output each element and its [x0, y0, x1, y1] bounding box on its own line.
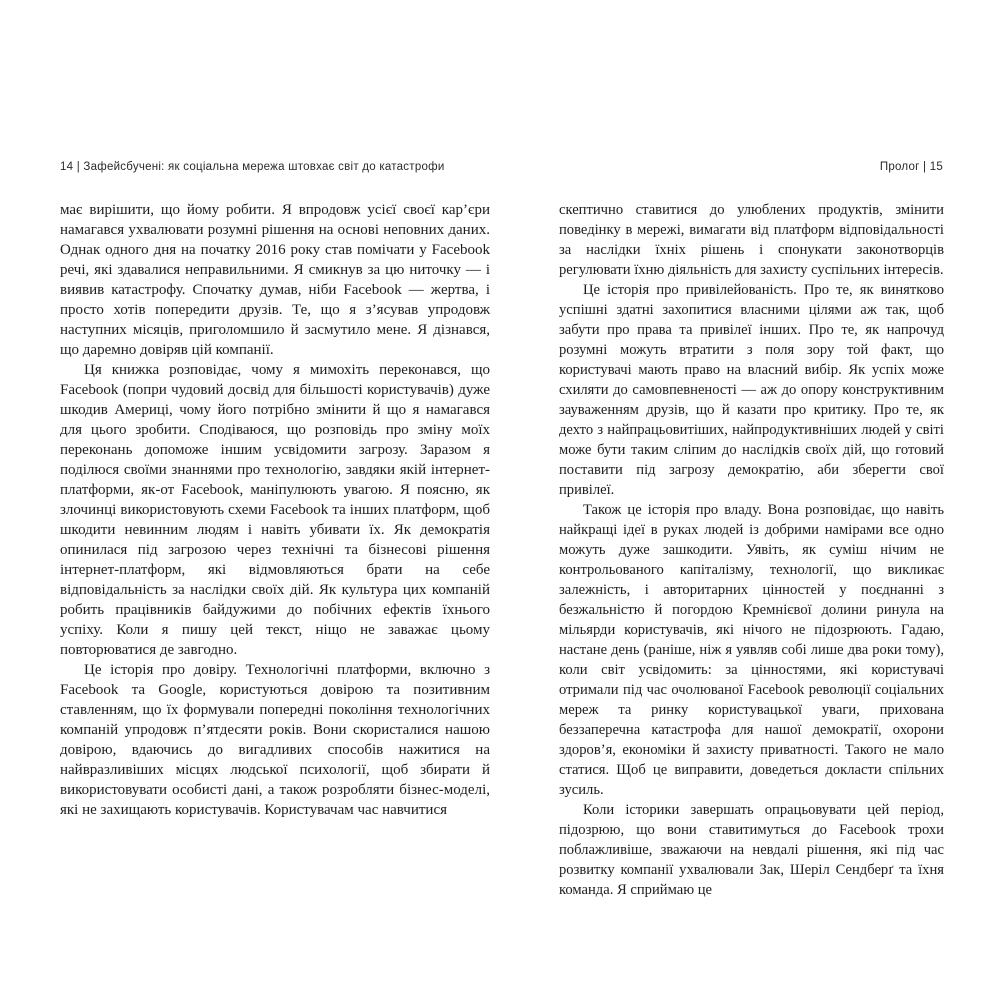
paragraph: Також це історія про владу. Вона розповідає, що навіть найкращі ідеї в руках людей із добрими намірами все одно можуть дуже зашкодити. Уявіть, як суміш нічим не контрольованого капіталізму, технології, що викликає залежність, і авторитарних цінностей у поєднанні з безжальністю й погордою Кремнієвої долини ринула на мільярди користувачів, які нічого не підозрюють. Гадаю, настане день (раніше, ніж я уявляв собі лише два роки тому), коли світ усвідомить: за цінностями, які користувачі отримали під час очолюваної Facebook революції соціальних мереж та ринку користувацької уваги, прихована беззаперечна катастрофа для нашої демократії, охорони здоров’я, економіки й захисту приватності. Такого не мало статися. Щоб це виправити, доведеться докласти спільних зусиль.: [559, 502, 944, 798]
left-page-body: [60, 200, 490, 820]
paragraph: Ця книжка розповідає, чому я мимохіть переконався, що Facebook (попри чудовий досвід для більшості користувачів) дуже шкодив Америці, чому його потрібно змінити й що я намагався для цього зробити. Сподіваюся, що розповідь про зміну моїх переконань допоможе іншим усвідомити загрозу. Заразом я поділюся своїми знаннями про технологію, завдяки якій інтернет-платформи, як-от Facebook, маніпулюють увагою. Я поясню, як злочинці використовують схеми Facebook та інших платформ, щоб шкодити невинним людям і навіть убивати їх. Як демократія опинилася під загрозою через технічні та бізнесові рішення інтернет-платформ, які відмовляються брати на себе відповідальність за наслідки своїх дій. Як культура цих компаній робить працівників байдужими до побічних ефектів їхнього успіху. Коли я пишу цей текст, ніщо не заважає цьому повторюватися де завгодно.: [60, 362, 490, 658]
running-head: [60, 161, 943, 173]
right-page-body: [559, 200, 944, 900]
paragraph: Коли історики завершать опрацьовувати цей період, підозрюю, що вони ставитимуться до Facebook трохи поблажливіше, зважаючи на невдалі рішення, які під час розвитку компанії ухвалювали Зак, Шеріл Сендберґ та їхня команда. Я сприймаю це: [559, 802, 944, 898]
paragraph: має вирішити, що йому робити. Я впродовж усієї своєї кар’єри намагався ухвалювати розумні рішення на основі неповних даних. Однак одного дня на початку 2016 року став помічати у Facebook речі, які здавалися неправильними. Я смикнув за цю ниточку — і виявив катастрофу. Спочатку думав, ніби Facebook — жертва, і просто хотів попередити друзів. Те, що я з’ясував упродовж наступних місяців, приголомшило й засмутило мене. Я дізнався, що даремно довіряв цій компанії.: [60, 202, 490, 358]
paragraph: Це історія про довіру. Технологічні платформи, включно з Facebook та Google, користуються довірою та позитивним ставленням, що їх формували попередні покоління технологічних компаній упродовж п’ятдесяти років. Вони скористалися нашою довірою, вдаючись до вигадливих способів нажитися на найвразливіших місцях людської психології, щоб збирати й використовувати особисті дані, а також розробляти бізнес-моделі, які не захищають користувачів. Користувачам час навчитися: [60, 662, 490, 818]
running-head-right: Пролог | 15: [879, 161, 943, 173]
paragraph: Це історія про привілейованість. Про те, як винятково успішні здатні захопитися власними цілями аж так, щоб забути про права та привілеї інших. Про те, як напрочуд розумні можуть втратити з поля зору той факт, що користувачі мають право на власний вибір. Як успіх може схиляти до самовпевненості — аж до опору конструктивним зауваженням друзів, що й казати про критику. Про те, як дехто з найпрацьовитіших, найпродуктивніших людей у світі може бути таким сліпим до наслідків своїх дій, що готовий поставити під загрозу демократію, аби зберегти свої привілеї.: [559, 282, 944, 498]
running-head-left: 14 | Зафейсбучені: як соціальна мережа штовхає світ до катастрофи: [60, 161, 445, 173]
paragraph: скептично ставитися до улюблених продуктів, змінити поведінку в мережі, вимагати від платформ відповідальності за наслідки їхніх рішень і спонукати законотворців регулювати їхню діяльність для захисту суспільних інтересів.: [559, 202, 944, 278]
